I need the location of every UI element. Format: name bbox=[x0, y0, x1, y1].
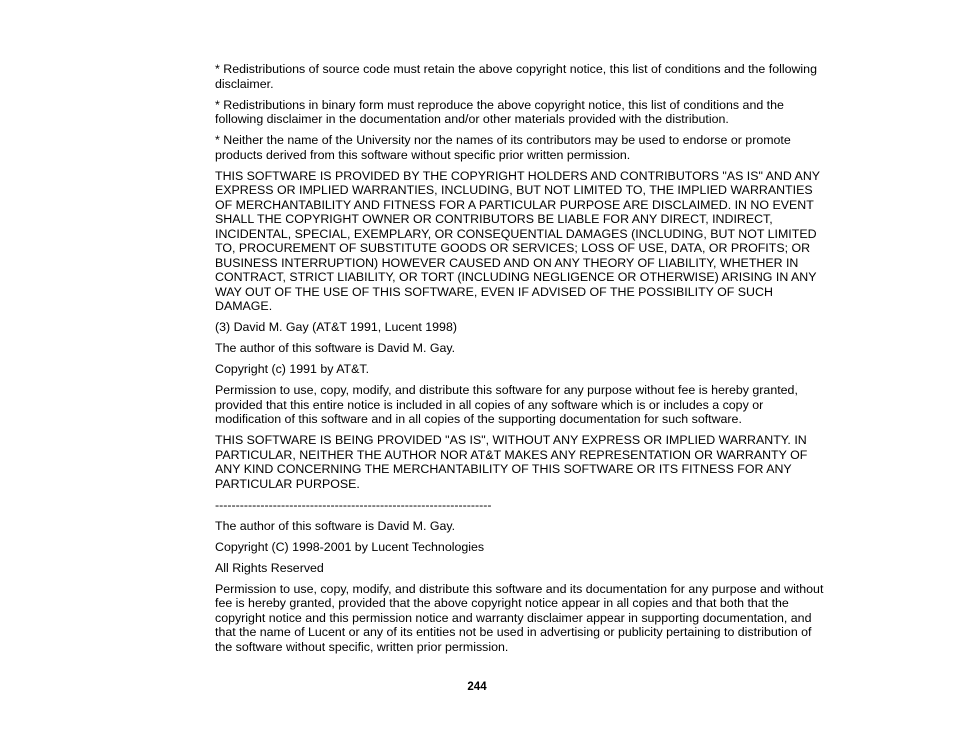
paragraph-all-rights-reserved: All Rights Reserved bbox=[215, 560, 324, 575]
paragraph-copyright-lucent: Copyright (C) 1998-2001 by Lucent Technologies bbox=[215, 539, 485, 554]
page-number: 244 bbox=[467, 681, 487, 693]
paragraph-permission-lucent: Permission to use, copy, modify, and distribute this software and its documentation for any purpose and without fee is hereby granted, provided that the above copyright notice appear in all copies and that both that the copyright notice and this permission notice and warranty disclaimer appear in supporting documentation, and that the name of Lucent or any of its entities not be used in advertising or publicity pertaining to distribution of the software without specific, written prior permission. bbox=[215, 581, 824, 654]
separator-line: ------------------------------------------------------------------- bbox=[215, 497, 492, 512]
document-body bbox=[215, 62, 825, 661]
paragraph-permission-att: Permission to use, copy, modify, and distribute this software for any purpose without fee is hereby granted, provided that this entire notice is included in all copies of any software which is or includes a copy or modification of this software and in all copies of the supporting documentation for such software. bbox=[215, 383, 798, 426]
paragraph-copyright-att: Copyright (c) 1991 by AT&T. bbox=[215, 362, 370, 376]
paragraph-bsd-disclaimer: THIS SOFTWARE IS PROVIDED BY THE COPYRIGHT HOLDERS AND CONTRIBUTORS "AS IS" AND ANY EXPRESS OR IMPLIED WARRANTIES, INCLUDING, BUT NOT LIMITED TO, THE IMPLIED WARRANTIES OF MERCHANTABILITY AND FITNESS FOR A PARTICULAR PURPOSE ARE DISCLAIMED. IN NO EVENT SHALL THE COPYRIGHT OWNER OR CONTRIBUTORS BE LIABLE FOR ANY DIRECT, INDIRECT, INCIDENTAL, SPECIAL, EXEMPLARY, OR CONSEQUENTIAL DAMAGES (INCLUDING, BUT NOT LIMITED TO, PROCUREMENT OF SUBSTITUTE GOODS OR SERVICES; LOSS OF USE, DATA, OR PROFITS; OR BUSINESS INTERRUPTION) HOWEVER CAUSED AND ON ANY THEORY OF LIABILITY, WHETHER IN CONTRACT, STRICT LIABILITY, OR TORT (INCLUDING NEGLIGENCE OR OTHERWISE) ARISING IN ANY WAY OUT OF THE USE OF THIS SOFTWARE, EVEN IF ADVISED OF THE POSSIBILITY OF SUCH DAMAGE. bbox=[215, 168, 820, 313]
paragraph-author-2: The author of this software is David M. Gay. bbox=[215, 518, 456, 533]
paragraph-redistribution-source: * Redistributions of source code must retain the above copyright notice, this list of conditions and the following disclaimer. bbox=[215, 62, 817, 91]
paragraph-section-heading-gay: (3) David M. Gay (AT&T 1991, Lucent 1998) bbox=[215, 320, 457, 334]
paragraph-no-endorsement: * Neither the name of the University nor the names of its contributors may be used to endorse or promote products derived from this software without specific prior written permission. bbox=[215, 133, 791, 162]
paragraph-author-1: The author of this software is David M. Gay. bbox=[215, 341, 456, 355]
paragraph-disclaimer-att: THIS SOFTWARE IS BEING PROVIDED "AS IS", WITHOUT ANY EXPRESS OR IMPLIED WARRANTY. IN PARTICULAR, NEITHER THE AUTHOR NOR AT&T MAKES ANY REPRESENTATION OR WARRANTY OF ANY KIND CONCERNING THE MERCHANTABILITY OF THIS SOFTWARE OR ITS FITNESS FOR ANY PARTICULAR PURPOSE. bbox=[215, 433, 808, 491]
paragraph-redistribution-binary: * Redistributions in binary form must reproduce the above copyright notice, this list of conditions and the following disclaimer in the documentation and/or other materials provided with the distribution. bbox=[215, 97, 784, 126]
